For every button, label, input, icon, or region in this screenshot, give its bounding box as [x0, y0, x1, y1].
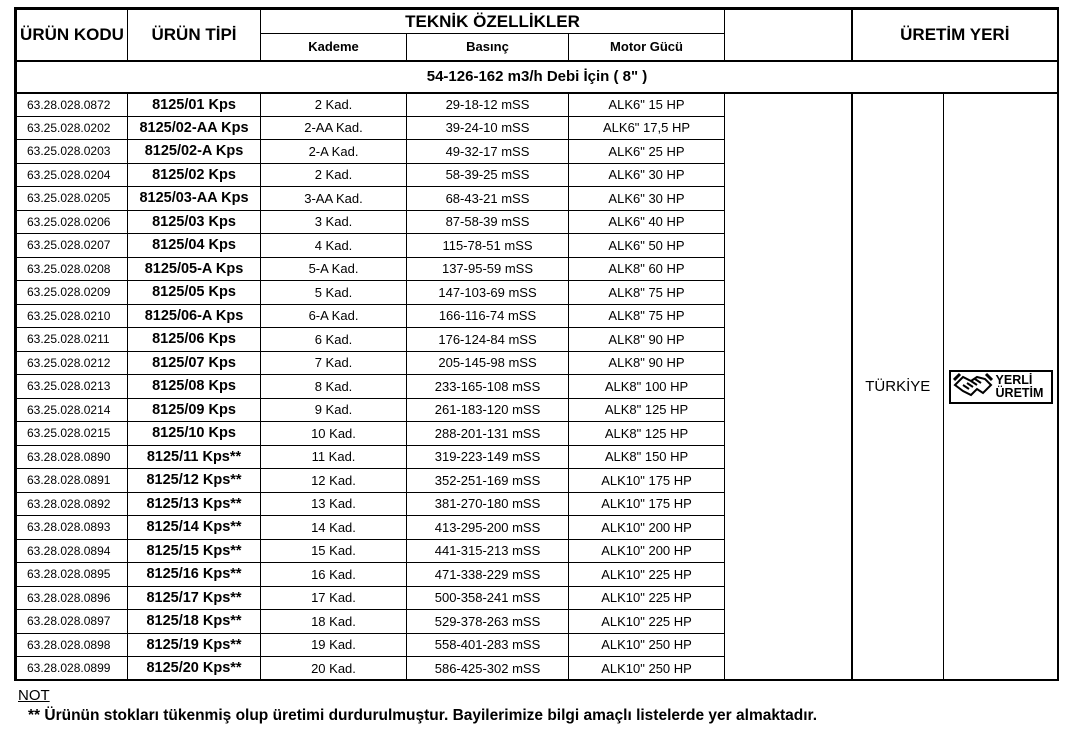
motor-cell: ALK6" 50 HP — [569, 234, 725, 258]
product-code-cell: 63.28.028.0891 — [17, 469, 128, 493]
pressure-cell: 68-43-21 mSS — [407, 187, 569, 211]
yerli-uretim-logo-cell — [944, 93, 1058, 681]
header-basinc: Basınç — [407, 34, 569, 61]
motor-cell: ALK6" 40 HP — [569, 210, 725, 234]
pressure-cell: 58-39-25 mSS — [407, 163, 569, 187]
product-code-cell: 63.28.028.0897 — [17, 610, 128, 634]
product-type-cell: 8125/02-AA Kps — [128, 116, 261, 140]
product-type-cell: 8125/20 Kps** — [128, 657, 261, 681]
product-type-cell: 8125/06 Kps — [128, 328, 261, 352]
note-text: ** Ürünün stokları tükenmiş olup üretimi durdurulmuştur. Bayilerimize bilgi amaçlı listelerde yer almaktadır. — [28, 707, 818, 724]
pressure-cell: 49-32-17 mSS — [407, 140, 569, 164]
product-code-cell: 63.25.028.0215 — [17, 422, 128, 446]
pressure-cell: 205-145-98 mSS — [407, 351, 569, 375]
pressure-cell: 39-24-10 mSS — [407, 116, 569, 140]
motor-cell: ALK10" 250 HP — [569, 633, 725, 657]
stage-cell: 18 Kad. — [261, 610, 407, 634]
pressure-cell: 352-251-169 mSS — [407, 469, 569, 493]
product-code-cell: 63.25.028.0205 — [17, 187, 128, 211]
pressure-cell: 413-295-200 mSS — [407, 516, 569, 540]
note-title: NOT — [18, 687, 50, 704]
product-code-cell: 63.28.028.0890 — [17, 445, 128, 469]
product-code-cell: 63.25.028.0214 — [17, 398, 128, 422]
stage-cell: 5 Kad. — [261, 281, 407, 305]
stage-cell: 7 Kad. — [261, 351, 407, 375]
product-type-cell: 8125/18 Kps** — [128, 610, 261, 634]
motor-cell: ALK10" 225 HP — [569, 563, 725, 587]
pressure-cell: 319-223-149 mSS — [407, 445, 569, 469]
pressure-cell: 137-95-59 mSS — [407, 257, 569, 281]
stage-cell: 15 Kad. — [261, 539, 407, 563]
stage-cell: 6-A Kad. — [261, 304, 407, 328]
pressure-cell: 176-124-84 mSS — [407, 328, 569, 352]
stage-cell: 2-AA Kad. — [261, 116, 407, 140]
pressure-cell: 87-58-39 mSS — [407, 210, 569, 234]
pressure-cell: 261-183-120 mSS — [407, 398, 569, 422]
pressure-cell: 471-338-229 mSS — [407, 563, 569, 587]
motor-cell: ALK10" 175 HP — [569, 492, 725, 516]
product-type-cell: 8125/09 Kps — [128, 398, 261, 422]
header-motor-gucu: Motor Gücü — [569, 34, 725, 61]
motor-cell: ALK8" 125 HP — [569, 422, 725, 446]
stage-cell: 17 Kad. — [261, 586, 407, 610]
yerli-uretim-logo — [949, 370, 1053, 404]
header-uretim-yeri: ÜRETİM YERİ — [852, 10, 1058, 61]
product-code-cell: 63.25.028.0206 — [17, 210, 128, 234]
motor-cell: ALK10" 200 HP — [569, 539, 725, 563]
pressure-cell: 115-78-51 mSS — [407, 234, 569, 258]
product-type-cell: 8125/05 Kps — [128, 281, 261, 305]
product-type-cell: 8125/02-A Kps — [128, 140, 261, 164]
product-type-cell: 8125/15 Kps** — [128, 539, 261, 563]
product-table — [16, 9, 1058, 681]
product-code-cell: 63.28.028.0893 — [17, 516, 128, 540]
stage-cell: 2 Kad. — [261, 163, 407, 187]
header-urun-kodu: ÜRÜN KODU — [17, 10, 128, 61]
logo-line-1: YERLİ — [995, 372, 1033, 387]
product-type-cell: 8125/02 Kps — [128, 163, 261, 187]
pressure-cell: 29-18-12 mSS — [407, 93, 569, 117]
pressure-cell: 500-358-241 mSS — [407, 586, 569, 610]
stage-cell: 14 Kad. — [261, 516, 407, 540]
motor-cell: ALK10" 225 HP — [569, 610, 725, 634]
product-code-cell: 63.25.028.0210 — [17, 304, 128, 328]
product-code-cell: 63.25.028.0204 — [17, 163, 128, 187]
product-code-cell: 63.28.028.0895 — [17, 563, 128, 587]
stage-cell: 8 Kad. — [261, 375, 407, 399]
product-type-cell: 8125/13 Kps** — [128, 492, 261, 516]
product-code-cell: 63.25.028.0202 — [17, 116, 128, 140]
product-code-cell: 63.28.028.0899 — [17, 657, 128, 681]
motor-cell: ALK8" 75 HP — [569, 281, 725, 305]
product-type-cell: 8125/08 Kps — [128, 375, 261, 399]
product-code-cell: 63.25.028.0203 — [17, 140, 128, 164]
product-type-cell: 8125/01 Kps — [128, 93, 261, 117]
product-code-cell: 63.25.028.0211 — [17, 328, 128, 352]
pressure-cell: 288-201-131 mSS — [407, 422, 569, 446]
stage-cell: 11 Kad. — [261, 445, 407, 469]
product-code-cell: 63.25.028.0209 — [17, 281, 128, 305]
product-code-cell: 63.25.028.0213 — [17, 375, 128, 399]
stage-cell: 3-AA Kad. — [261, 187, 407, 211]
motor-cell: ALK6" 30 HP — [569, 163, 725, 187]
stage-cell: 2 Kad. — [261, 93, 407, 117]
product-type-cell: 8125/07 Kps — [128, 351, 261, 375]
stage-cell: 4 Kad. — [261, 234, 407, 258]
product-type-cell: 8125/19 Kps** — [128, 633, 261, 657]
product-type-cell: 8125/06-A Kps — [128, 304, 261, 328]
blank-column — [725, 93, 852, 681]
motor-cell: ALK10" 225 HP — [569, 586, 725, 610]
product-type-cell: 8125/05-A Kps — [128, 257, 261, 281]
product-code-cell: 63.28.028.0894 — [17, 539, 128, 563]
stage-cell: 9 Kad. — [261, 398, 407, 422]
product-code-cell: 63.25.028.0208 — [17, 257, 128, 281]
stage-cell: 2-A Kad. — [261, 140, 407, 164]
product-code-cell: 63.28.028.0872 — [17, 93, 128, 117]
section-title: 54-126-162 m3/h Debi İçin ( 8" ) — [17, 61, 1058, 93]
motor-cell: ALK8" 90 HP — [569, 328, 725, 352]
product-code-cell: 63.25.028.0207 — [17, 234, 128, 258]
motor-cell: ALK10" 175 HP — [569, 469, 725, 493]
motor-cell: ALK8" 75 HP — [569, 304, 725, 328]
pressure-cell: 233-165-108 mSS — [407, 375, 569, 399]
product-code-cell: 63.28.028.0892 — [17, 492, 128, 516]
product-type-cell: 8125/12 Kps** — [128, 469, 261, 493]
pressure-cell: 558-401-283 mSS — [407, 633, 569, 657]
motor-cell: ALK6" 15 HP — [569, 93, 725, 117]
pressure-cell: 529-378-263 mSS — [407, 610, 569, 634]
logo-line-2: ÜRETİM — [995, 385, 1044, 400]
pressure-cell: 586-425-302 mSS — [407, 657, 569, 681]
product-type-cell: 8125/10 Kps — [128, 422, 261, 446]
motor-cell: ALK8" 150 HP — [569, 445, 725, 469]
product-type-cell: 8125/14 Kps** — [128, 516, 261, 540]
product-code-cell: 63.25.028.0212 — [17, 351, 128, 375]
stage-cell: 13 Kad. — [261, 492, 407, 516]
header-urun-tipi: ÜRÜN TİPİ — [128, 10, 261, 61]
table-row — [17, 93, 1058, 117]
product-type-cell: 8125/11 Kps** — [128, 445, 261, 469]
stage-cell: 16 Kad. — [261, 563, 407, 587]
header-blank-cell — [725, 10, 852, 61]
motor-cell: ALK6" 17,5 HP — [569, 116, 725, 140]
product-type-cell: 8125/16 Kps** — [128, 563, 261, 587]
header-kademe: Kademe — [261, 34, 407, 61]
pressure-cell: 381-270-180 mSS — [407, 492, 569, 516]
stage-cell: 10 Kad. — [261, 422, 407, 446]
stage-cell: 5-A Kad. — [261, 257, 407, 281]
motor-cell: ALK8" 100 HP — [569, 375, 725, 399]
pressure-cell: 147-103-69 mSS — [407, 281, 569, 305]
handshake-icon — [953, 371, 993, 402]
motor-cell: ALK10" 250 HP — [569, 657, 725, 681]
motor-cell: ALK6" 25 HP — [569, 140, 725, 164]
header-teknik-ozellikler: TEKNİK ÖZELLİKLER — [261, 10, 725, 34]
product-type-cell: 8125/03 Kps — [128, 210, 261, 234]
motor-cell: ALK8" 60 HP — [569, 257, 725, 281]
product-table-frame — [14, 7, 1059, 681]
product-code-cell: 63.28.028.0896 — [17, 586, 128, 610]
product-type-cell: 8125/04 Kps — [128, 234, 261, 258]
product-code-cell: 63.28.028.0898 — [17, 633, 128, 657]
stage-cell: 20 Kad. — [261, 657, 407, 681]
pressure-cell: 166-116-74 mSS — [407, 304, 569, 328]
product-type-cell: 8125/03-AA Kps — [128, 187, 261, 211]
stage-cell: 12 Kad. — [261, 469, 407, 493]
motor-cell: ALK8" 125 HP — [569, 398, 725, 422]
product-type-cell: 8125/17 Kps** — [128, 586, 261, 610]
pressure-cell: 441-315-213 mSS — [407, 539, 569, 563]
production-country: TÜRKİYE — [852, 93, 944, 681]
motor-cell: ALK6" 30 HP — [569, 187, 725, 211]
stage-cell: 6 Kad. — [261, 328, 407, 352]
motor-cell: ALK8" 90 HP — [569, 351, 725, 375]
stage-cell: 3 Kad. — [261, 210, 407, 234]
motor-cell: ALK10" 200 HP — [569, 516, 725, 540]
stage-cell: 19 Kad. — [261, 633, 407, 657]
